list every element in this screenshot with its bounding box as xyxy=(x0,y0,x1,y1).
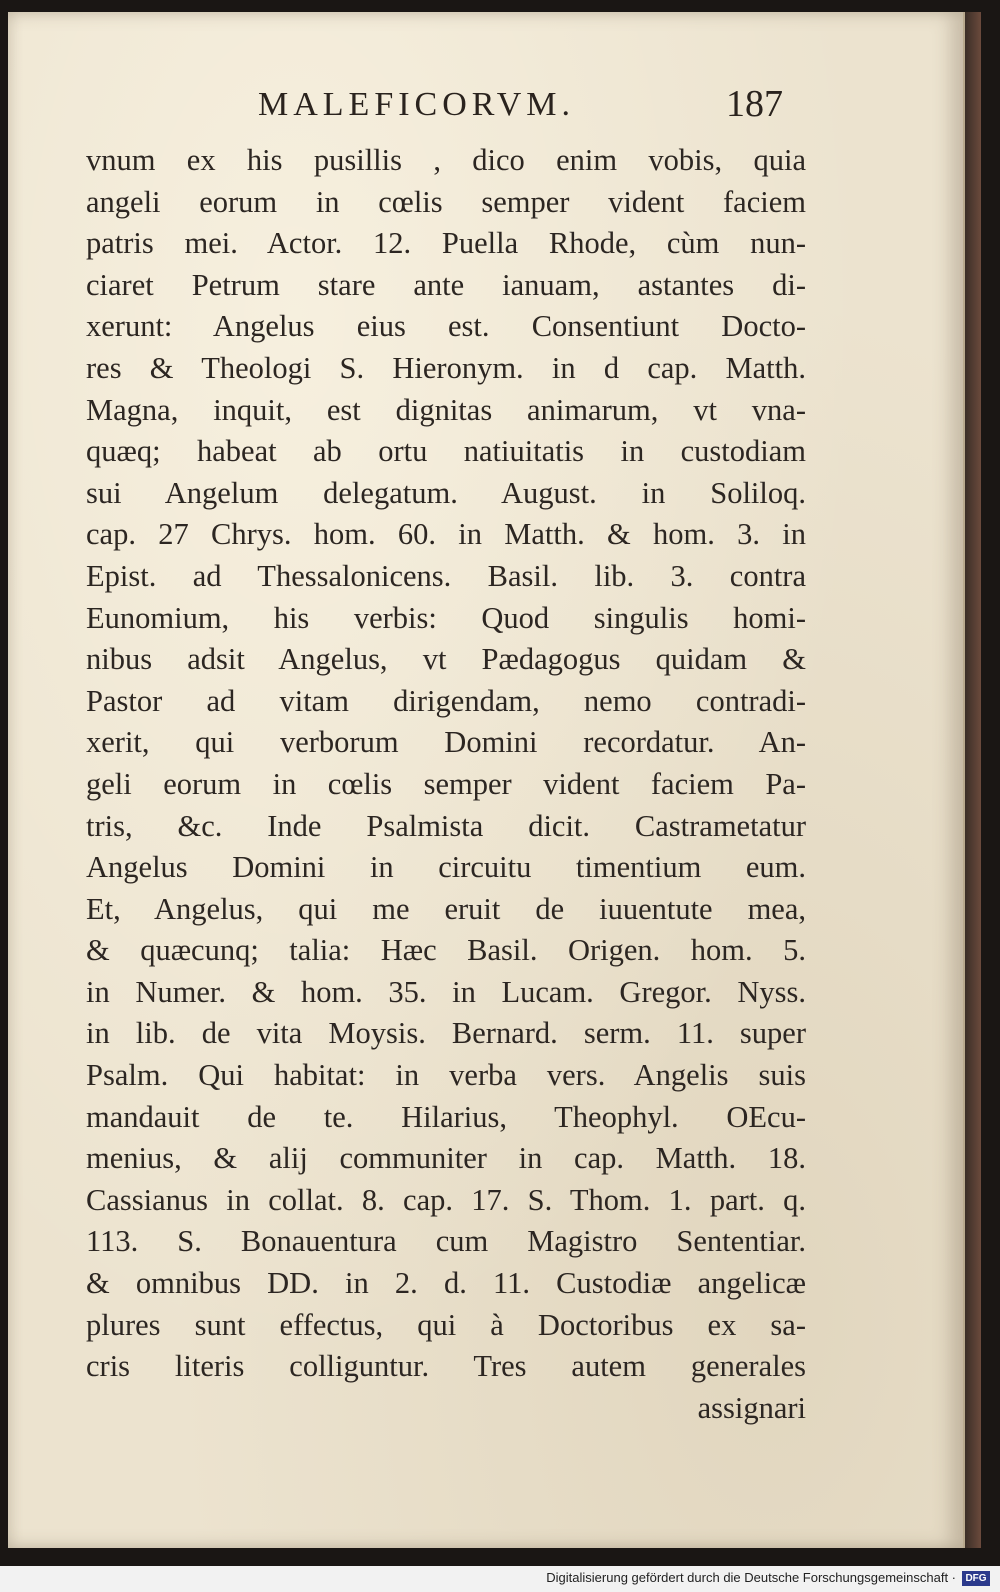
text-line-11: Epist. ad Thessalonicens. Basil. lib. 3. contra xyxy=(86,558,806,593)
body-text xyxy=(86,140,806,1429)
text-line-12: Eunomium, his verbis: Quod singulis homi- xyxy=(86,600,806,635)
text-line-17: tris, &c. Inde Psalmista dicit. Castrametatur xyxy=(86,808,806,843)
page-number: 187 xyxy=(726,83,783,125)
text-line-23: Psalm. Qui habitat: in verba vers. Angelis suis xyxy=(86,1058,806,1093)
text-line-1: vnum ex his pusillis , dico enim vobis, quia xyxy=(86,143,806,177)
footer-bar xyxy=(0,1566,1000,1592)
running-head: MALEFICORVM. xyxy=(258,86,576,123)
text-line-6: res & Theologi S. Hieronym. in d cap. Matth. xyxy=(86,350,806,385)
book-page xyxy=(8,12,967,1548)
text-line-13: nibus adsit Angelus, vt Pædagogus quidam & xyxy=(86,642,806,677)
dfg-logo-icon: DFG xyxy=(962,1571,990,1586)
text-line-10: cap. 27 Chrys. hom. 60. in Matth. & hom. 3. in xyxy=(86,517,806,552)
text-line-14: Pastor ad vitam dirigendam, nemo contradi- xyxy=(86,683,806,718)
page-edge-shadow xyxy=(965,12,981,1548)
text-line-3: patris mei. Actor. 12. Puella Rhode, cùm nun- xyxy=(86,226,806,261)
text-line-27: 113. S. Bonauentura cum Magistro Sententiar. xyxy=(86,1224,806,1259)
text-line-21: in Numer. & hom. 35. in Lucam. Gregor. Nyss. xyxy=(86,974,806,1009)
text-line-24: mandauit de te. Hilarius, Theophyl. OEcu- xyxy=(86,1099,806,1134)
text-line-15: xerit, qui verborum Domini recordatur. An- xyxy=(86,725,806,760)
text-line-4: ciaret Petrum stare ante ianuam, astantes di- xyxy=(86,267,806,302)
text-line-5: xerunt: Angelus eius est. Consentiunt Docto- xyxy=(86,309,806,344)
text-line-16: geli eorum in cœlis semper vident faciem Pa- xyxy=(86,766,806,801)
text-line-18: Angelus Domini in circuitu timentium eum. xyxy=(86,850,806,885)
text-line-8: quæq; habeat ab ortu natiuitatis in custodiam xyxy=(86,434,806,469)
text-line-26: Cassianus in collat. 8. cap. 17. S. Thom. 1. part. q. xyxy=(86,1182,806,1217)
catchword: assignari xyxy=(697,1390,806,1425)
text-line-30: cris literis colliguntur. Tres autem generales xyxy=(86,1349,806,1384)
text-line-28: & omnibus DD. in 2. d. 11. Custodiæ angelicæ xyxy=(86,1266,806,1301)
text-line-25: menius, & alij communiter in cap. Matth. 18. xyxy=(86,1141,806,1176)
text-line-20: & quæcunq; talia: Hæc Basil. Origen. hom. 5. xyxy=(86,933,806,968)
text-line-29: plures sunt effectus, qui à Doctoribus ex sa- xyxy=(86,1307,806,1342)
funding-credit: Digitalisierung gefördert durch die Deutsche Forschungsgemeinschaft · xyxy=(546,1570,956,1585)
text-line-19: Et, Angelus, qui me eruit de iuuentute mea, xyxy=(86,891,806,926)
text-line-2: angeli eorum in cœlis semper vident faciem xyxy=(86,184,806,219)
text-line-9: sui Angelum delegatum. August. in Soliloq. xyxy=(86,475,806,510)
text-line-7: Magna, inquit, est dignitas animarum, vt vna- xyxy=(86,392,806,427)
text-line-22: in lib. de vita Moysis. Bernard. serm. 11. super xyxy=(86,1016,806,1051)
